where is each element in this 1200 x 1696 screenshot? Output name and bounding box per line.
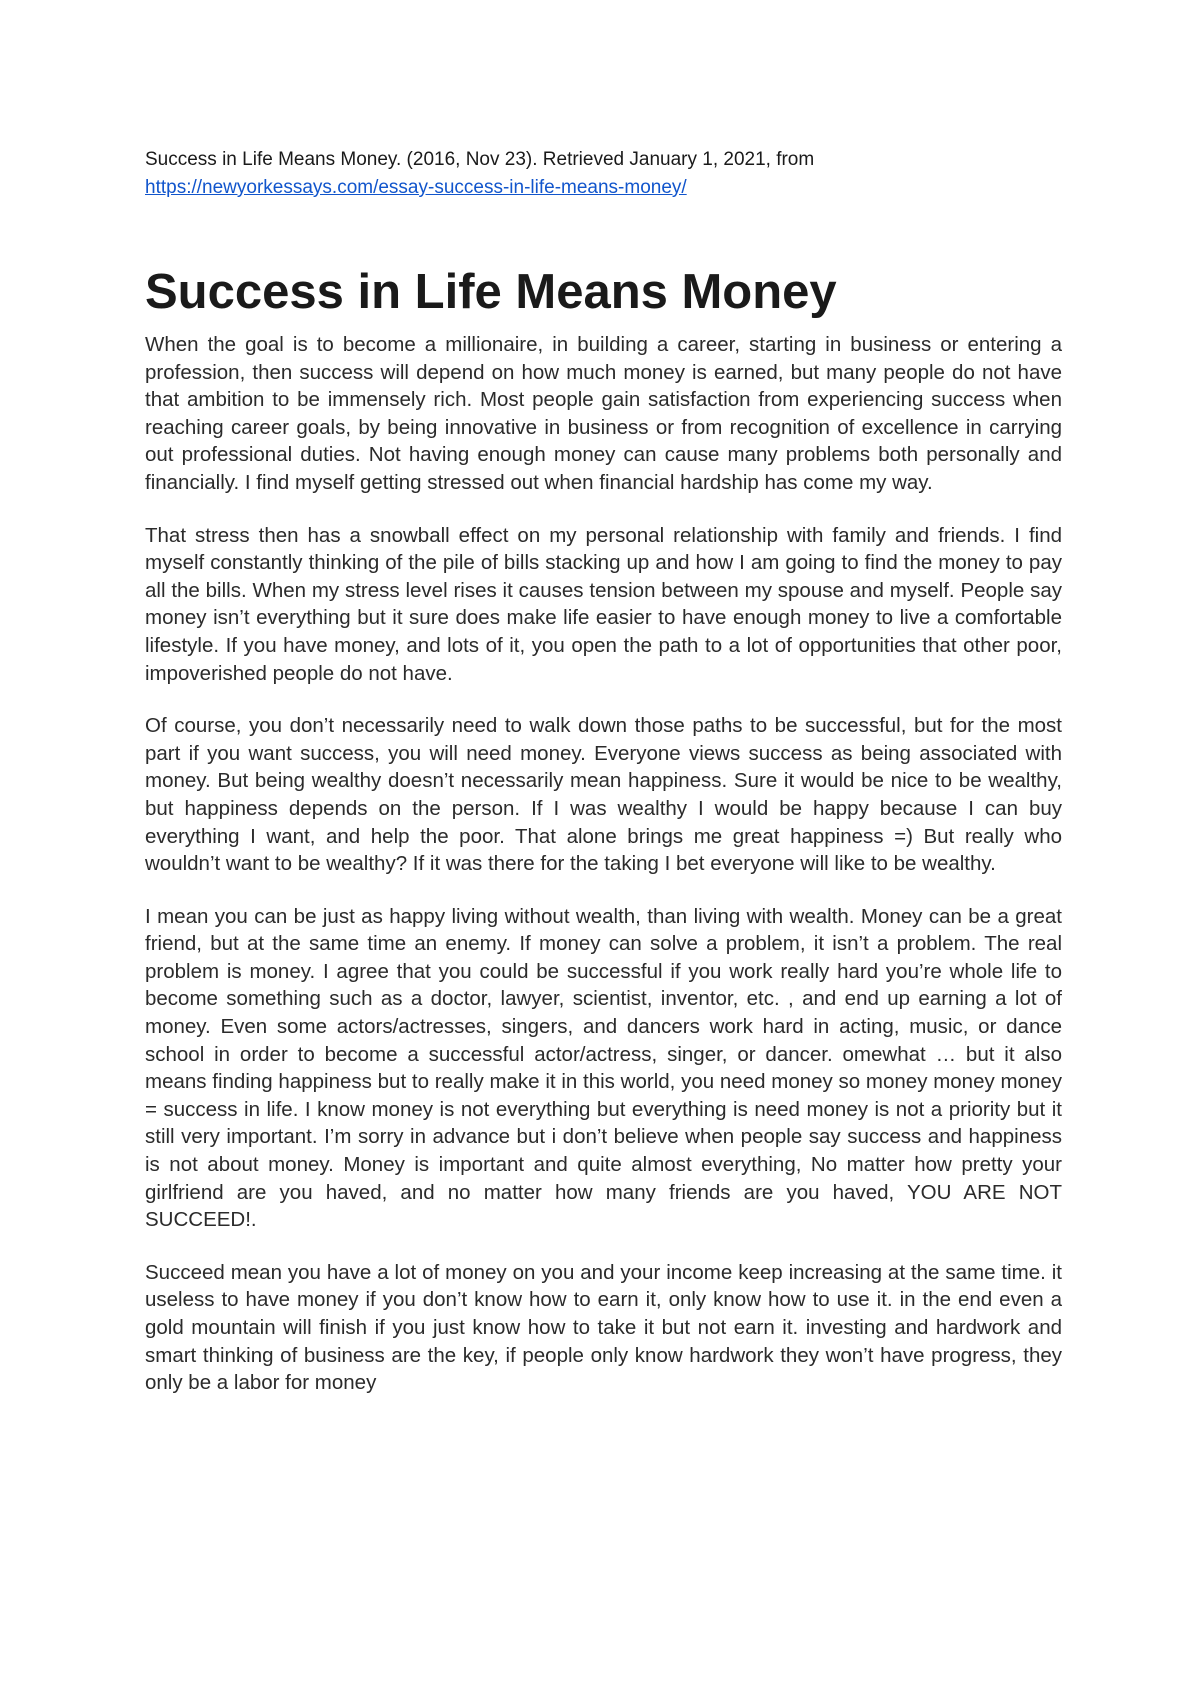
citation [145,146,1105,202]
citation-text: Success in Life Means Money. (2016, Nov 23). Retrieved January 1, 2021, from [145,149,815,170]
citation-link[interactable]: https://newyorkessays.com/essay-success-in-life-means-money/ [145,177,687,198]
paragraph-1: When the goal is to become a millionaire, in building a career, starting in business or entering a profession, then success will depend on how much money is earned, but many people do not have that ambition to be immensely rich. Most people gain satisfaction from experiencing success when reaching career goals, by being innovative in business or from recognition of excellence in carrying out professional duties. Not having enough money can cause many problems both personally and financially. I find myself getting stressed out when financial hardship has come my way. [145,333,1062,494]
paragraph-5: Succeed mean you have a lot of money on you and your income keep increasing at the same time. it useless to have money if you don’t know how to earn it, only know how to use it. in the end even a gold mountain will finish if you just know how to take it but not earn it. investing and hardwork and smart thinking of business are the key, if people only know hardwork they won’t have progress, they only be a labor for money [145,1260,1062,1395]
essay-body [145,331,1062,1422]
paragraph-2: That stress then has a snowball effect on my personal relationship with family and friends. I find myself constantly thinking of the pile of bills stacking up and how I am going to find the money to pay all the bills. When my stress level rises it causes tension between my spouse and myself. People say money isn’t everything but it sure does make life easier to have enough money to live a comfortable lifestyle. If you have money, and lots of it, you open the path to a lot of opportunities that other poor, impoverished people do not have. [145,523,1062,685]
essay-title: Success in Life Means Money [145,265,837,319]
paragraph-3: Of course, you don’t necessarily need to walk down those paths to be successful, but for the most part if you want success, you will need money. Everyone views success as being associated with money. But being wealthy doesn’t necessarily mean happiness. Sure it would be nice to be wealthy, but happiness depends on the person. If I was wealthy I would be happy because I can buy everything I want, and help the poor. That alone brings me great happiness =) But really who wouldn’t want to be wealthy? If it was there for the taking I bet everyone will like to be wealthy. [145,714,1062,876]
paragraph-4: I mean you can be just as happy living without wealth, than living with wealth. Money can be a great friend, but at the same time an enemy. If money can solve a problem, it isn’t a problem. The real problem is money. I agree that you could be successful if you work really hard you’re whole life to become something such as a doctor, lawyer, scientist, inventor, etc. , and end up earning a lot of money. Even some actors/actresses, singers, and dancers work hard in acting, music, or dance school in order to become a successful actor/actress, singer, or dancer. omewhat … but it also means finding happiness but to really make it in this world, you need money so money money money = success in life. I know money is not everything but everything is need money is not a priority but it still very important. I’m sorry in advance but i don’t believe when people say success and happiness is not about money. Money is important and quite almost everything, No matter how pretty your girlfriend are you haved, and no matter how many friends are you haved, YOU ARE NOT SUCCEED!. [145,904,1062,1232]
